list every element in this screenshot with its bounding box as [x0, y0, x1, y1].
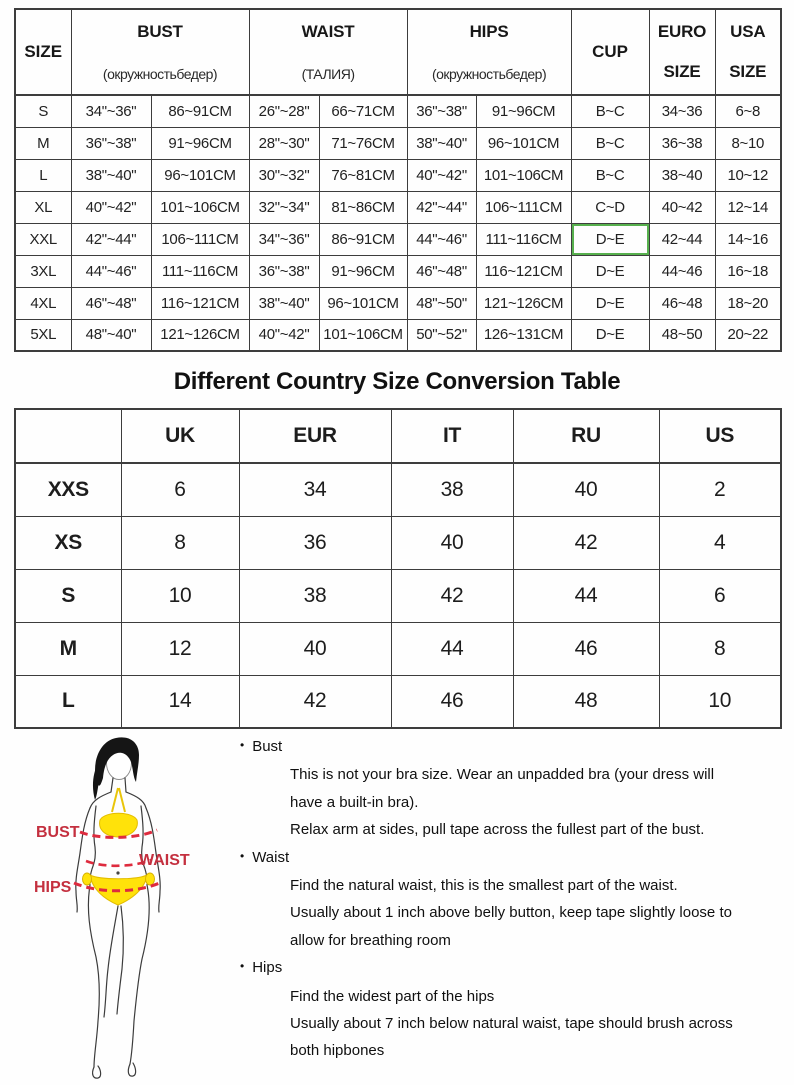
conv-cell-us: 10	[659, 675, 781, 728]
bullet-icon: •	[240, 959, 245, 974]
conv-cell-it: 44	[391, 622, 513, 675]
usa-header-line1: USA	[730, 22, 766, 41]
cell-euro: 40~42	[649, 191, 715, 223]
figure-bust-label: BUST	[36, 824, 80, 841]
conv-header-it: IT	[391, 409, 513, 463]
cell-waist-in: 40"~42"	[249, 319, 319, 351]
cell-cup-highlighted: D~E	[571, 223, 649, 255]
cell-cup: C~D	[571, 191, 649, 223]
cell-cup: B~C	[571, 95, 649, 127]
cell-euro: 42~44	[649, 223, 715, 255]
cell-size: XL	[15, 191, 71, 223]
cell-waist-cm: 101~106CM	[319, 319, 407, 351]
size-row-xl	[15, 191, 781, 223]
conv-header-uk: UK	[121, 409, 239, 463]
cell-cup: D~E	[571, 287, 649, 319]
guide-line: both hipbones	[290, 1042, 385, 1060]
conv-cell-it: 46	[391, 675, 513, 728]
bust-header-label: BUST	[137, 22, 183, 41]
conv-cell-it: 42	[391, 569, 513, 622]
usa-header-line2: SIZE	[729, 62, 767, 81]
figure-svg	[20, 733, 235, 1081]
cell-waist-in: 26"~28"	[249, 95, 319, 127]
conv-row-xs	[15, 516, 781, 569]
euro-header-line1: EURO	[657, 22, 707, 41]
conv-cell-eur: 34	[239, 463, 391, 516]
cell-bust-in: 34"~36"	[71, 95, 151, 127]
cell-hips-cm: 126~131CM	[476, 319, 571, 351]
cell-usa: 12~14	[715, 191, 781, 223]
conv-cell-eur: 40	[239, 622, 391, 675]
cell-usa: 10~12	[715, 159, 781, 191]
cell-usa: 8~10	[715, 127, 781, 159]
size-header	[15, 9, 71, 95]
conv-cell-us: 2	[659, 463, 781, 516]
cell-size: 3XL	[15, 255, 71, 287]
cell-bust-in: 40"~42"	[71, 191, 151, 223]
cell-cup: D~E	[571, 255, 649, 287]
cell-euro: 44~46	[649, 255, 715, 287]
hips-header-sub: (окружностьбедер)	[431, 66, 547, 82]
bullet-icon: •	[240, 738, 245, 752]
guide-line: Usually about 1 inch above belly button, keep tape slightly loose to	[290, 904, 732, 922]
conv-header-blank	[15, 409, 121, 463]
cell-cup: B~C	[571, 159, 649, 191]
size-row-5xl	[15, 319, 781, 351]
guide-line: Find the natural waist, this is the smallest part of the waist.	[290, 877, 678, 895]
conv-cell-eur: 42	[239, 675, 391, 728]
cell-hips-in: 38"~40"	[407, 127, 476, 159]
waist-header-label: WAIST	[301, 22, 355, 41]
conv-cell-us: 6	[659, 569, 781, 622]
size-table	[14, 8, 782, 352]
cell-size: 5XL	[15, 319, 71, 351]
cell-usa: 14~16	[715, 223, 781, 255]
cell-waist-cm: 71~76CM	[319, 127, 407, 159]
cell-bust-in: 38"~40"	[71, 159, 151, 191]
conv-cell-ru: 44	[513, 569, 659, 622]
waist-header-sub: (ТАЛИЯ)	[301, 66, 355, 82]
bullet-icon: •	[240, 848, 245, 863]
waist-header	[249, 9, 407, 95]
size-header-label: SIZE	[24, 42, 63, 61]
euro-size-header	[649, 9, 715, 95]
size-row-l	[15, 159, 781, 191]
conversion-table	[14, 408, 782, 729]
cell-hips-in: 46"~48"	[407, 255, 476, 287]
guide-section-waist-title	[240, 844, 792, 872]
guide-line: This is not your bra size. Wear an unpadded bra (your dress will	[290, 766, 715, 784]
conv-cell-uk: 8	[121, 516, 239, 569]
conv-cell-eur: 36	[239, 516, 391, 569]
figure-waist-label: WAIST	[139, 852, 190, 869]
conv-cell-it: 40	[391, 516, 513, 569]
cell-hips-cm: 91~96CM	[476, 95, 571, 127]
cell-bust-in: 44"~46"	[71, 255, 151, 287]
cell-bust-in: 42"~44"	[71, 223, 151, 255]
conv-row-s	[15, 569, 781, 622]
size-row-xxl	[15, 223, 781, 255]
guide-title-text: Waist	[252, 848, 290, 866]
cell-waist-in: 36"~38"	[249, 255, 319, 287]
euro-header-line2: SIZE	[663, 62, 701, 81]
cell-bust-in: 48"~40"	[71, 319, 151, 351]
cell-hips-cm: 96~101CM	[476, 127, 571, 159]
cell-waist-cm: 66~71CM	[319, 95, 407, 127]
cell-waist-in: 28"~30"	[249, 127, 319, 159]
conv-cell-uk: 10	[121, 569, 239, 622]
cell-hips-in: 42"~44"	[407, 191, 476, 223]
cell-waist-cm: 96~101CM	[319, 287, 407, 319]
cell-bust-cm: 96~101CM	[151, 159, 249, 191]
conv-row-label: L	[15, 675, 121, 728]
guide-line: Usually about 7 inch below natural waist, tape should brush across	[290, 1015, 733, 1033]
measure-guide	[240, 733, 792, 1065]
cell-usa: 20~22	[715, 319, 781, 351]
conv-cell-ru: 40	[513, 463, 659, 516]
cell-size: XXL	[15, 223, 71, 255]
bikini-top	[100, 813, 138, 837]
cell-usa: 16~18	[715, 255, 781, 287]
cell-hips-in: 48"~50"	[407, 287, 476, 319]
cell-hips-cm: 111~116CM	[476, 223, 571, 255]
conv-row-label: XS	[15, 516, 121, 569]
size-row-3xl	[15, 255, 781, 287]
cell-waist-cm: 91~96CM	[319, 255, 407, 287]
cell-cup: B~C	[571, 127, 649, 159]
guide-line: Relax arm at sides, pull tape across the fullest part of the bust.	[290, 821, 705, 839]
usa-size-header	[715, 9, 781, 95]
bikini-halter-strings	[112, 788, 125, 812]
size-row-m	[15, 127, 781, 159]
conv-row-xxs	[15, 463, 781, 516]
guide-section-hips-title	[240, 954, 792, 982]
cell-waist-cm: 81~86CM	[319, 191, 407, 223]
size-row-4xl	[15, 287, 781, 319]
cell-bust-cm: 86~91CM	[151, 95, 249, 127]
conv-cell-ru: 46	[513, 622, 659, 675]
conv-cell-uk: 12	[121, 622, 239, 675]
guide-section-bust-title	[240, 733, 792, 761]
cup-header-label: CUP	[592, 42, 628, 61]
cell-hips-cm: 121~126CM	[476, 287, 571, 319]
cell-waist-in: 38"~40"	[249, 287, 319, 319]
guide-line: have a built-in bra).	[290, 793, 419, 811]
conversion-table-title: Different Country Size Conversion Table	[173, 368, 621, 395]
cell-waist-in: 32"~34"	[249, 191, 319, 223]
hips-header	[407, 9, 571, 95]
cell-bust-in: 46"~48"	[71, 287, 151, 319]
size-table-header-row	[15, 9, 781, 95]
conv-cell-ru: 42	[513, 516, 659, 569]
cell-euro: 36~38	[649, 127, 715, 159]
conv-cell-us: 8	[659, 622, 781, 675]
figure-navel	[116, 871, 119, 874]
conv-row-label: M	[15, 622, 121, 675]
cell-waist-cm: 86~91CM	[319, 223, 407, 255]
figure-hips-label: HIPS	[34, 879, 72, 896]
conv-cell-eur: 38	[239, 569, 391, 622]
conv-header-us: US	[659, 409, 781, 463]
cell-bust-cm: 106~111CM	[151, 223, 249, 255]
cell-waist-in: 30"~32"	[249, 159, 319, 191]
conv-cell-uk: 14	[121, 675, 239, 728]
conv-cell-us: 4	[659, 516, 781, 569]
bust-header	[71, 9, 249, 95]
cell-bust-cm: 91~96CM	[151, 127, 249, 159]
guide-line: Find the widest part of the hips	[290, 987, 495, 1005]
guide-title-text: Hips	[252, 959, 283, 977]
cell-bust-cm: 111~116CM	[151, 255, 249, 287]
conv-row-m	[15, 622, 781, 675]
cell-waist-cm: 76~81CM	[319, 159, 407, 191]
cell-euro: 46~48	[649, 287, 715, 319]
guide-title-text: Bust	[252, 738, 283, 755]
conv-cell-uk: 6	[121, 463, 239, 516]
cell-bust-cm: 116~121CM	[151, 287, 249, 319]
cell-hips-cm: 106~111CM	[476, 191, 571, 223]
cell-cup: D~E	[571, 319, 649, 351]
cell-euro: 34~36	[649, 95, 715, 127]
conversion-header-row	[15, 409, 781, 463]
cell-hips-cm: 101~106CM	[476, 159, 571, 191]
cell-bust-cm: 101~106CM	[151, 191, 249, 223]
cell-hips-in: 40"~42"	[407, 159, 476, 191]
size-row-s	[15, 95, 781, 127]
cell-usa: 18~20	[715, 287, 781, 319]
hips-header-label: HIPS	[469, 22, 509, 41]
cell-size: L	[15, 159, 71, 191]
cell-bust-cm: 121~126CM	[151, 319, 249, 351]
cell-bust-in: 36"~38"	[71, 127, 151, 159]
conv-header-ru: RU	[513, 409, 659, 463]
conv-row-label: XXS	[15, 463, 121, 516]
cell-hips-cm: 116~121CM	[476, 255, 571, 287]
size-figure-illustration	[20, 733, 235, 1081]
cell-size: M	[15, 127, 71, 159]
bust-header-sub: (окружностьбедер)	[102, 66, 218, 82]
cell-hips-in: 36"~38"	[407, 95, 476, 127]
cell-hips-in: 44"~46"	[407, 223, 476, 255]
conv-row-l	[15, 675, 781, 728]
cell-size: S	[15, 95, 71, 127]
cup-header	[571, 9, 649, 95]
conv-cell-it: 38	[391, 463, 513, 516]
cell-euro: 48~50	[649, 319, 715, 351]
cell-waist-in: 34"~36"	[249, 223, 319, 255]
conv-cell-ru: 48	[513, 675, 659, 728]
cell-hips-in: 50"~52"	[407, 319, 476, 351]
cell-size: 4XL	[15, 287, 71, 319]
cell-euro: 38~40	[649, 159, 715, 191]
conv-row-label: S	[15, 569, 121, 622]
guide-line: allow for breathing room	[290, 931, 451, 949]
cell-usa: 6~8	[715, 95, 781, 127]
conv-header-eur: EUR	[239, 409, 391, 463]
